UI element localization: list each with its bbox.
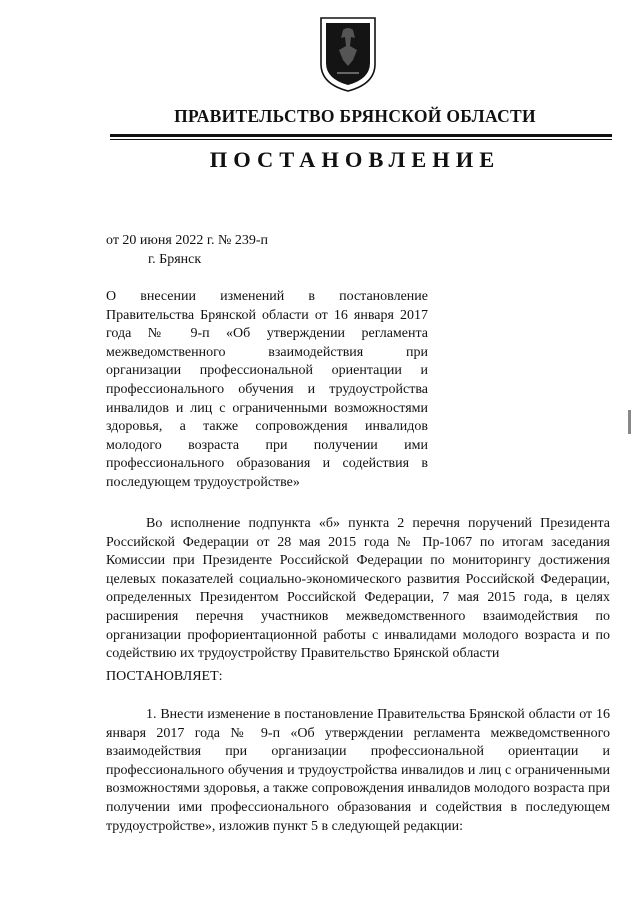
item-1-paragraph: 1. Внести изменение в постановление Правительства Брянской области от 16 января 2017 года № 9-п «Об утверждении регламента межведомственного взаимодействия при организации профессиональной ориентации и профессионального обучения и трудоустройства инвалидов и лиц с ограниченными возможностями здоровья, а также сопровождения инвалидов молодого возраста при получении ими профессионального образования и содействия в последующем трудоустройстве», изложив пункт 5 в следующей редакции:: [106, 707, 610, 834]
scan-artifact: [628, 410, 631, 434]
document-title: О внесении изменений в постановление Правительства Брянской области от 16 января 2017 года № 9-п «Об утверждении регламента межведомственного взаимодействия при организации профессиональной ориентации и профессионального обучения и трудоустройства инвалидов и лиц с ограниченными возможностями здоровья, а также сопровождения инвалидов молодого возраста при получении ими профессионального образования и содействия в последующем трудоустройстве»: [106, 289, 428, 490]
coat-of-arms-icon: [317, 14, 379, 94]
document-city: г. Брянск: [148, 252, 202, 267]
decree-word: ПОСТАНОВЛЯЕТ:: [106, 669, 223, 684]
document-date-number: от 20 июня 2022 г. № 239-п: [106, 233, 268, 248]
header-rule-thin: [110, 139, 612, 140]
preamble-paragraph: Во исполнение подпункта «б» пункта 2 перечня поручений Президента Российской Федерации от 28 мая 2015 года № Пр-1067 по итогам заседания Комиссии при Президенте Российской Федерации по мониторингу достижения целевых показателей социально-экономического развития Российской Федерации, определенных Президентом Российской Федерации, 7 мая 2015 года, в целях расширения перечня участников межведомственного взаимодействия по организации профориентационной работы с инвалидами молодого возраста и по содействию их трудоустройству Правительство Брянской области: [106, 516, 610, 662]
document-type: ПОСТАНОВЛЕНИЕ: [209, 147, 501, 172]
header-rule-thick: [110, 134, 612, 137]
organization-name: ПРАВИТЕЛЬСТВО БРЯНСКОЙ ОБЛАСТИ: [174, 106, 536, 126]
